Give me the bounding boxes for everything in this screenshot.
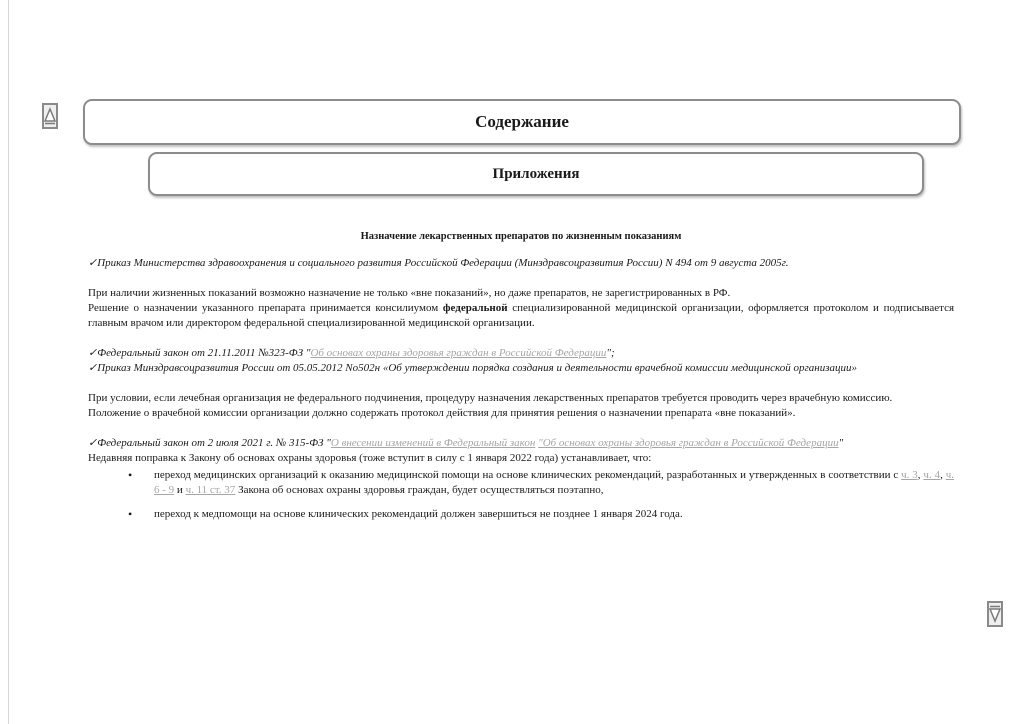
reference-law-323: ✓Федеральный закон от 21.11.2011 №323-ФЗ "Об основах охраны здоровья граждан в Российской Федерации"; — [88, 347, 615, 359]
link-part-4[interactable]: ч. 4 — [923, 469, 941, 481]
check-icon: ✓ — [88, 347, 98, 359]
appendices-button[interactable] — [148, 152, 924, 196]
paragraph-vital-indications: При наличии жизненных показаний возможно назначение не только «вне показаний», но даже препаратов, не зарегистрированных в РФ. — [88, 287, 731, 299]
reference-order-502: ✓Приказ Минздравсоцразвития России от 05.05.2012 No502н «Об утверждении порядка создания и деятельности врачебной комиссии медицинской организации» — [88, 362, 858, 374]
triangle-up-icon — [44, 107, 56, 125]
link-parts-6-9[interactable]: ч. 6 - 9 — [154, 469, 954, 496]
list-item: • переход к медпомощи на основе клинических рекомендаций должен завершиться не позднее 1 января 2024 года. — [88, 507, 954, 522]
amendment-list — [88, 468, 954, 522]
check-icon: ✓ — [88, 257, 98, 269]
link-amendments[interactable]: О внесении изменений в Федеральный закон — [330, 437, 536, 449]
reference-law-315: ✓Федеральный закон от 2 июля 2021 г. № 315-ФЗ "О внесении изменений в Федеральный закон "Об основах охраны здоровья граждан в Российской Федерации" — [88, 437, 844, 449]
scroll-down-button[interactable] — [987, 601, 1003, 627]
contents-label: Содержание — [475, 112, 569, 131]
paragraph-recent-amendment: Недавняя поправка к Закону об основах охраны здоровья (тоже вступит в силу с 1 января 2022 года) устанавливает, что: — [88, 452, 652, 464]
reference-order-494 — [88, 256, 954, 271]
document-heading: Назначение лекарственных препаратов по жизненным показаниям — [360, 231, 682, 242]
appendices-label: Приложения — [492, 165, 580, 182]
paragraph-medical-commission: При условии, если лечебная организация не федерального подчинения, процедуру назначения лекарственных препаратов требуется проводить через врачебную комиссию. — [88, 392, 893, 404]
document-body — [88, 229, 954, 531]
link-part-3[interactable]: ч. 3 — [901, 469, 918, 481]
scroll-up-button[interactable] — [42, 103, 58, 129]
link-health-law-2[interactable]: "Об основах охраны здоровья граждан в Российской Федерации — [538, 437, 839, 449]
paragraph-council-decision: Решение о назначении указанного препарата принимается консилиумом федеральной специализированной медицинской организации, оформляется протоколом и подписывается главным врачом или директором федеральной специализированной медицинской организации. — [88, 302, 955, 329]
contents-button[interactable] — [83, 99, 961, 145]
paragraph-commission-protocol: Положение о врачебной комиссии организации должно содержать протокол действия для принятия решения о назначении препарата «вне показаний». — [88, 407, 796, 419]
page-edge-line — [8, 0, 9, 724]
link-health-law[interactable]: Об основах охраны здоровья граждан в Российской Федерации — [310, 347, 607, 359]
check-icon: ✓ — [88, 362, 98, 374]
link-part-11-art-37[interactable]: ч. 11 ст. 37 — [185, 484, 236, 496]
list-item: • переход медицинских организаций к оказанию медицинской помощи на основе клинических рекомендаций, разработанных и утвержденных в соответствии с ч. 3, ч. 4, ч. 6 - 9 и ч. 11 ст. 37 Закона об основах охраны здоровья граждан, будет осуществляться поэтапно, — [88, 468, 954, 498]
check-icon: ✓ — [88, 437, 98, 449]
reference-text: Приказ Министерства здравоохранения и социального развития Российской Федерации (Минздравсоцразвития России) N 494 от 9 августа 2005г. — [97, 257, 789, 269]
bold-federal: федеральной — [442, 302, 508, 314]
triangle-down-icon — [989, 605, 1001, 623]
